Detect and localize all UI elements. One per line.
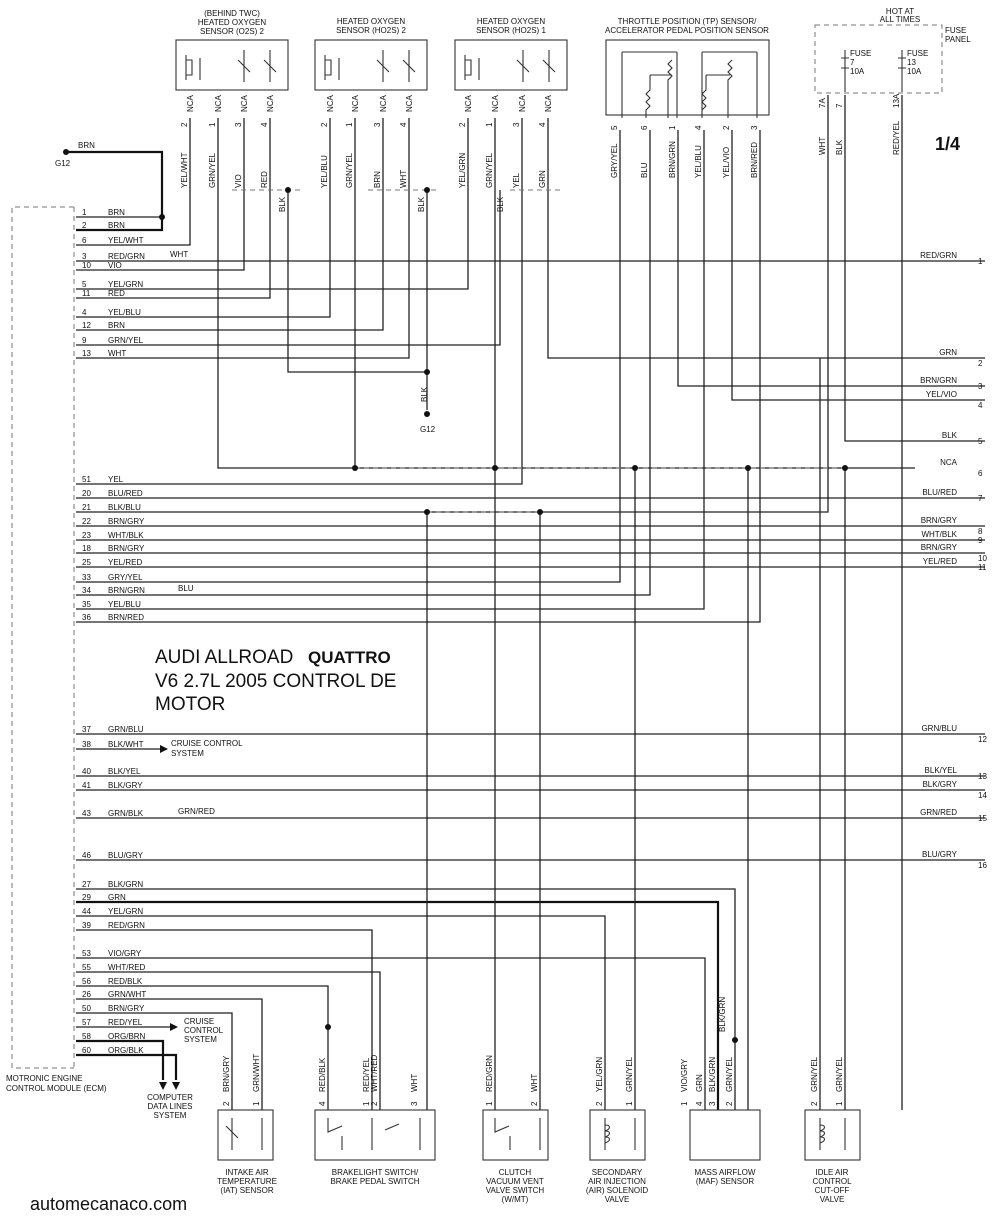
bottom-pin-3-0: 2 (595, 1101, 604, 1106)
ecm-label-1: MOTRONIC ENGINE (6, 1074, 83, 1083)
ecm-pin-wire-7: YEL/BLU (108, 308, 141, 317)
bottom-pin-4-0: 1 (680, 1101, 689, 1106)
o2s2-box (176, 40, 288, 90)
brake-switch-box (315, 1110, 435, 1160)
right-output-number-12: 13 (978, 772, 987, 781)
ecm-pin-number-8: 12 (82, 321, 91, 330)
right-output-wire-14: GRN/RED (920, 808, 957, 817)
ecm-pin-wire-11: YEL (108, 475, 124, 484)
top-pin-2-3: 4 (538, 122, 547, 127)
bottom-wire-1-2: WHT/RED (370, 1054, 379, 1092)
top-nca-0-3: NCA (266, 95, 275, 112)
top-wire-0-1: GRN/YEL (208, 152, 217, 188)
ecm-pin-wire-19: BRN/GRN (108, 586, 145, 595)
fuse-wire-1: BLK (835, 139, 844, 155)
bottom-pin-5-0: 2 (810, 1101, 819, 1106)
right-output-number-7: 8 (978, 527, 983, 536)
ecm-pin-number-16: 18 (82, 544, 91, 553)
ecm-pin-wire-36: BRN/GRY (108, 1004, 145, 1013)
top-nca-1-1: NCA (351, 95, 360, 112)
bottom-pin-4-1: 4 (695, 1101, 704, 1106)
bottom-component-symbols (226, 1118, 845, 1150)
ecm-pin-number-0: 1 (82, 208, 87, 217)
fuse-13-number: 13 (907, 58, 916, 67)
top-wire-0-3: RED (260, 171, 269, 188)
top-wire-2-3: GRN (538, 170, 547, 188)
ecm-pin-wire-3: RED/GRN (108, 252, 145, 261)
ecm-pin-number-18: 33 (82, 573, 91, 582)
page-number: 1/4 (935, 134, 961, 154)
ecm-pin-wire-31: RED/GRN (108, 921, 145, 930)
ho2s1-box (455, 40, 567, 90)
bottom-wire-2-1: WHT (530, 1073, 539, 1092)
ecm-pin-number-24: 40 (82, 767, 91, 776)
blk-label-3: BLK (420, 386, 429, 402)
ground-label-center: G12 (420, 425, 436, 434)
tp-pin-3: 4 (694, 125, 703, 130)
top-wire-0-2: VIO (234, 174, 243, 188)
bottom-component-title-3-3: VALVE (604, 1195, 630, 1204)
right-output-number-2: 3 (978, 382, 983, 391)
tp-wire-2: BRN/GRN (668, 141, 677, 178)
ecm-pin-number-6: 11 (82, 289, 91, 298)
bottom-component-title-5-0: IDLE AIR (815, 1168, 849, 1177)
top-wire-2-0: YEL/GRN (458, 152, 467, 188)
top-pin-0-1: 1 (208, 122, 217, 127)
fuse-header-1: HOT AT (885, 7, 915, 16)
blk-label-0: BLK (278, 196, 287, 212)
cruise2-label-2: CONTROL (184, 1026, 224, 1035)
maf-sensor-box (690, 1110, 760, 1160)
ecm-pin-number-22: 37 (82, 725, 91, 734)
bottom-pin-1-3: 3 (410, 1101, 419, 1106)
clutch-switch-box (483, 1110, 548, 1160)
ecm-pin-wire-16: BRN/GRY (108, 544, 145, 553)
bottom-wire-2-0: RED/GRN (485, 1055, 494, 1092)
ecm-pin-wire-34: RED/BLK (108, 977, 143, 986)
fuse-panel-label-1: FUSE (945, 26, 967, 35)
ecm-outline (12, 207, 74, 1068)
ecm-pin-wire-9: GRN/YEL (108, 336, 144, 345)
right-output-number-1: 2 (978, 359, 983, 368)
ecm-pin-wire-24: BLK/YEL (108, 767, 141, 776)
right-output-wire-6: BLU/RED (922, 488, 957, 497)
ecm-label-2: CONTROL MODULE (ECM) (6, 1084, 107, 1093)
inline-label-wht: WHT (170, 250, 189, 259)
top-nca-0-1: NCA (214, 95, 223, 112)
top-component-title-3-1: ACCELERATOR PEDAL POSITION SENSOR (605, 26, 769, 35)
ecm-pin-wire-26: GRN/BLK (108, 809, 144, 818)
blk-label-1: BLK (417, 196, 426, 212)
right-output-wire-1: GRN (939, 348, 957, 357)
bottom-pin-0-1: 1 (252, 1101, 261, 1106)
ecm-pin-number-27: 46 (82, 851, 91, 860)
bottom-component-title-5-3: VALVE (819, 1195, 845, 1204)
tp-wire-1: BLU (640, 162, 649, 178)
right-output-wire-15: BLU/GRY (922, 850, 957, 859)
right-output-number-5: 6 (978, 469, 983, 478)
top-pin-1-2: 3 (373, 122, 382, 127)
bottom-pin-2-0: 1 (485, 1101, 494, 1106)
top-component-title-1-1: SENSOR (HO2S) 2 (336, 26, 406, 35)
arrow-icons (159, 745, 180, 1090)
ecm-pin-wire-17: YEL/RED (108, 558, 143, 567)
tp-pin-2: 1 (668, 125, 677, 130)
fuse-7-label: FUSE (850, 49, 872, 58)
bottom-component-title-2-2: VALVE SWITCH (485, 1186, 545, 1195)
right-output-number-14: 15 (978, 814, 987, 823)
ecm-pin-number-19: 34 (82, 586, 91, 595)
top-wire-1-0: YEL/BLU (320, 155, 329, 188)
ecm-pin-number-26: 43 (82, 809, 91, 818)
right-output-number-10: 11 (978, 563, 987, 572)
fuse-panel-box (815, 25, 942, 93)
cruise2-label-1: CRUISE (184, 1017, 215, 1026)
fuse-13-rating: 10A (907, 67, 922, 76)
top-wire-0-0: YEL/WHT (180, 152, 189, 188)
ecm-pin-wire-20: YEL/BLU (108, 600, 141, 609)
ecm-pin-number-3: 3 (82, 252, 87, 261)
right-output-wire-8: WHT/BLK (921, 530, 957, 539)
wire-network (12, 25, 985, 1160)
fuse-7-rating: 10A (850, 67, 865, 76)
fuse-7-number: 7 (850, 58, 855, 67)
bottom-wire-4-2: BLK/GRN (708, 1056, 717, 1092)
right-output-number-15: 16 (978, 861, 987, 870)
right-output-wire-11: GRN/BLU (921, 724, 957, 733)
right-output-wire-5: NCA (940, 458, 957, 467)
tp-pin-4: 2 (722, 125, 731, 130)
ecm-pin-number-23: 38 (82, 740, 91, 749)
ecm-pin-wire-4: VIO (108, 261, 122, 270)
ecm-pin-wire-33: WHT/RED (108, 963, 146, 972)
top-nca-1-0: NCA (326, 95, 335, 112)
top-wire-2-2: YEL (512, 172, 521, 188)
ecm-pin-wire-10: WHT (108, 349, 127, 358)
fuse-pin-2: 13A (892, 93, 901, 108)
ecm-pin-wire-28: BLK/GRN (108, 880, 144, 889)
tp-wire-0: GRY/YEL (610, 143, 619, 178)
bottom-pin-4-2: 3 (708, 1101, 717, 1106)
ecm-pin-number-9: 9 (82, 336, 87, 345)
computer-data-2: DATA LINES (147, 1102, 193, 1111)
computer-data-3: SYSTEM (153, 1111, 187, 1120)
right-output-number-8: 9 (978, 536, 983, 545)
tp-pin-0: 5 (610, 125, 619, 130)
tp-wire-5: BRN/RED (750, 141, 759, 178)
ecm-pin-wire-6: RED (108, 289, 125, 298)
bottom-wire-3-1: GRN/YEL (625, 1056, 634, 1092)
ecm-pin-number-2: 6 (82, 236, 87, 245)
ecm-pin-number-20: 35 (82, 600, 91, 609)
top-pin-0-0: 2 (180, 122, 189, 127)
fuse-pin-1: 7 (835, 103, 844, 108)
bottom-wire-0-0: BRN/GRY (222, 1055, 231, 1092)
bottom-component-title-0-2: (IAT) SENSOR (220, 1186, 274, 1195)
tp-wire-3: YEL/BLU (694, 145, 703, 178)
tp-sensor-box (606, 40, 769, 115)
title-line-4: MOTOR (155, 694, 226, 715)
computer-data-1: COMPUTER (147, 1093, 193, 1102)
ecm-pin-number-39: 60 (82, 1046, 91, 1055)
ecm-pin-number-37: 57 (82, 1018, 91, 1027)
top-component-title-0-1: HEATED OXYGEN (197, 18, 267, 27)
ecm-pin-number-10: 13 (82, 349, 91, 358)
right-output-wire-12: BLK/YEL (924, 766, 957, 775)
title-line-1: AUDI ALLROAD (155, 647, 294, 668)
ecm-pin-wire-12: BLU/RED (108, 489, 143, 498)
bottom-wire-5-0: GRN/YEL (810, 1056, 819, 1092)
top-pin-1-3: 4 (399, 122, 408, 127)
ecm-pin-wire-2: YEL/WHT (108, 236, 144, 245)
ecm-pin-number-35: 26 (82, 990, 91, 999)
left-ground-wire-label: BRN (78, 141, 95, 150)
ecm-pin-number-29: 29 (82, 893, 91, 902)
generated-labels (78, 9, 987, 1204)
inline-label-grn-red: GRN/RED (178, 807, 215, 816)
ecm-pin-number-36: 50 (82, 1004, 91, 1013)
bottom-pin-1-0: 4 (318, 1101, 327, 1106)
bottom-wire-4-3: GRN/YEL (725, 1056, 734, 1092)
ecm-pin-wire-29: GRN (108, 893, 126, 902)
fuse-wire-2: RED/YEL (892, 120, 901, 155)
bottom-pin-0-0: 2 (222, 1101, 231, 1106)
ecm-pin-number-33: 55 (82, 963, 91, 972)
iac-valve-box (805, 1110, 860, 1160)
right-output-wire-9: BRN/GRY (920, 543, 957, 552)
bottom-wire-1-1: RED/YEL (362, 1057, 371, 1092)
ecm-pin-number-5: 5 (82, 280, 87, 289)
fuse-13-label: FUSE (907, 49, 929, 58)
bottom-pin-4-3: 2 (725, 1101, 734, 1106)
ecm-pin-wire-5: YEL/GRN (108, 280, 144, 289)
bottom-wire-4-0: VIO/GRY (680, 1058, 689, 1092)
ecm-pin-number-17: 25 (82, 558, 91, 567)
top-component-title-0-0: (BEHIND TWC) (204, 9, 260, 18)
top-nca-0-0: NCA (186, 95, 195, 112)
bottom-component-title-1-1: BRAKE PEDAL SWITCH (330, 1177, 420, 1186)
top-nca-1-3: NCA (405, 95, 414, 112)
top-nca-2-3: NCA (544, 95, 553, 112)
top-pin-0-2: 3 (234, 122, 243, 127)
ecm-pin-number-32: 53 (82, 949, 91, 958)
right-output-wire-3: YEL/VIO (925, 390, 957, 399)
ecm-pin-wire-37: RED/YEL (108, 1018, 143, 1027)
ecm-pin-wire-32: VIO/GRY (108, 949, 142, 958)
ecm-pin-number-28: 27 (82, 880, 91, 889)
ecm-pin-number-12: 20 (82, 489, 91, 498)
ecm-pin-wire-14: BRN/GRY (108, 517, 145, 526)
air-valve-box (590, 1110, 645, 1160)
ecm-pin-number-15: 23 (82, 531, 91, 540)
bottom-component-title-3-0: SECONDARY (591, 1168, 643, 1177)
ecm-pin-wire-22: GRN/BLU (108, 725, 144, 734)
top-component-title-2-1: SENSOR (HO2S) 1 (476, 26, 546, 35)
top-pin-2-0: 2 (458, 122, 467, 127)
cruise-label-2: SYSTEM (171, 749, 204, 758)
ecm-pin-number-21: 36 (82, 613, 91, 622)
bottom-pin-2-1: 2 (530, 1101, 539, 1106)
cruise2-label-3: SYSTEM (184, 1035, 217, 1044)
bottom-wire-4-1: GRN (695, 1074, 704, 1092)
ecm-pin-number-14: 22 (82, 517, 91, 526)
right-output-wire-10: YEL/RED (922, 557, 957, 566)
ecm-pin-wire-8: BRN (108, 321, 125, 330)
right-output-number-6: 7 (978, 494, 983, 503)
ecm-pin-wire-30: YEL/GRN (108, 907, 144, 916)
ecm-pin-wire-35: GRN/WHT (108, 990, 147, 999)
bottom-wire-1-0: RED/BLK (318, 1057, 327, 1092)
bottom-component-title-5-1: CONTROL (812, 1177, 852, 1186)
top-wire-1-3: WHT (399, 169, 408, 188)
right-output-wire-13: BLK/GRY (922, 780, 957, 789)
bottom-wire-3-0: YEL/GRN (595, 1056, 604, 1092)
bottom-component-title-2-3: (W/MT) (501, 1195, 529, 1204)
bottom-component-title-4-1: (MAF) SENSOR (695, 1177, 755, 1186)
right-output-wire-2: BRN/GRN (920, 376, 957, 385)
bottom-pin-1-2: 2 (370, 1101, 379, 1106)
top-nca-2-2: NCA (518, 95, 527, 112)
maf-side-wire: BLK/GRN (718, 996, 727, 1032)
ecm-pin-wire-13: BLK/BLU (108, 503, 141, 512)
right-output-number-9: 10 (978, 554, 987, 563)
bottom-component-title-4-0: MASS AIRFLOW (694, 1168, 756, 1177)
top-pin-1-1: 1 (345, 122, 354, 127)
right-output-number-3: 4 (978, 401, 983, 410)
top-wire-1-1: GRN/YEL (345, 152, 354, 188)
cruise-label-1: CRUISE CONTROL (171, 739, 243, 748)
fuse-pin-0: 7A (818, 98, 827, 108)
bottom-wire-0-1: GRN/WHT (252, 1053, 261, 1092)
top-component-title-0-2: SENSOR (O2S) 2 (199, 27, 265, 36)
ecm-pin-number-25: 41 (82, 781, 91, 790)
ecm-pin-number-38: 58 (82, 1032, 91, 1041)
bottom-pin-5-1: 1 (835, 1101, 844, 1106)
top-pin-2-1: 1 (485, 122, 494, 127)
right-output-wire-0: RED/GRN (920, 251, 957, 260)
ecm-pin-number-31: 39 (82, 921, 91, 930)
inline-label-blu: BLU (178, 584, 194, 593)
right-output-number-11: 12 (978, 735, 987, 744)
ecm-pin-wire-23: BLK/WHT (108, 740, 144, 749)
iat-sensor-box (218, 1110, 273, 1160)
ecm-pin-number-11: 51 (82, 475, 91, 484)
ecm-pin-number-1: 2 (82, 221, 87, 230)
bottom-component-title-3-2: (AIR) SOLENOID (585, 1186, 649, 1195)
ecm-pin-number-30: 44 (82, 907, 91, 916)
top-pin-2-2: 3 (512, 122, 521, 127)
bottom-pin-1-1: 1 (362, 1101, 371, 1106)
bottom-component-title-1-0: BRAKELIGHT SWITCH/ (331, 1168, 419, 1177)
title-line-2: QUATTRO (308, 648, 391, 667)
top-component-title-3-0: THROTTLE POSITION (TP) SENSOR/ (617, 17, 757, 26)
bottom-component-title-2-1: VACUUM VENT (486, 1177, 544, 1186)
bottom-component-title-0-0: INTAKE AIR (225, 1168, 269, 1177)
ecm-pin-number-7: 4 (82, 308, 87, 317)
bottom-component-title-0-1: TEMPERATURE (217, 1177, 277, 1186)
bottom-pin-3-1: 1 (625, 1101, 634, 1106)
top-component-title-2-0: HEATED OXYGEN (476, 17, 546, 26)
top-nca-2-1: NCA (491, 95, 500, 112)
bottom-wire-5-1: GRN/YEL (835, 1056, 844, 1092)
top-pin-1-0: 2 (320, 122, 329, 127)
ecm-pin-number-4: 10 (82, 261, 91, 270)
website-label: automecanaco.com (30, 1194, 188, 1214)
ecm-pin-wire-0: BRN (108, 208, 125, 217)
title-line-3: V6 2.7L 2005 CONTROL DE (155, 671, 397, 692)
fuse-header-2: ALL TIMES (879, 15, 921, 24)
right-output-wire-4: BLK (941, 431, 957, 440)
ground-label-left: G12 (55, 159, 71, 168)
fuse-wire-0: WHT (818, 136, 827, 155)
fuse-panel-label-2: PANEL (945, 35, 971, 44)
ecm-pin-number-34: 56 (82, 977, 91, 986)
bottom-component-title-2-0: CLUTCH (498, 1168, 532, 1177)
right-output-wire-7: BRN/GRY (920, 516, 957, 525)
tp-wire-4: YEL/VIO (722, 146, 731, 178)
ecm-pin-wire-38: ORG/BRN (108, 1032, 146, 1041)
ecm-pin-wire-15: WHT/BLK (108, 531, 144, 540)
ho2s2-box (315, 40, 427, 90)
top-nca-1-2: NCA (379, 95, 388, 112)
top-nca-0-2: NCA (240, 95, 249, 112)
ecm-pin-wire-39: ORG/BLK (108, 1046, 144, 1055)
blk-label-2: BLK (496, 196, 505, 212)
right-output-number-4: 5 (978, 437, 983, 446)
bottom-component-title-3-1: AIR INJECTION (588, 1177, 646, 1186)
tp-pin-5: 3 (750, 125, 759, 130)
ecm-pin-wire-25: BLK/GRY (108, 781, 143, 790)
ecm-pin-wire-27: BLU/GRY (108, 851, 143, 860)
right-output-number-0: 1 (978, 257, 983, 266)
bottom-wire-1-3: WHT (410, 1073, 419, 1092)
top-wire-2-1: GRN/YEL (485, 152, 494, 188)
ecm-pin-wire-1: BRN (108, 221, 125, 230)
top-pin-0-3: 4 (260, 122, 269, 127)
tp-pin-1: 6 (640, 125, 649, 130)
right-output-number-13: 14 (978, 791, 987, 800)
ecm-pin-number-13: 21 (82, 503, 91, 512)
bottom-component-title-5-2: CUT-OFF (814, 1186, 850, 1195)
top-nca-2-0: NCA (464, 95, 473, 112)
ecm-pin-wire-18: GRY/YEL (108, 573, 143, 582)
top-component-title-1-0: HEATED OXYGEN (336, 17, 406, 26)
ecm-pin-wire-21: BRN/RED (108, 613, 145, 622)
top-wire-1-2: BRN (373, 171, 382, 188)
